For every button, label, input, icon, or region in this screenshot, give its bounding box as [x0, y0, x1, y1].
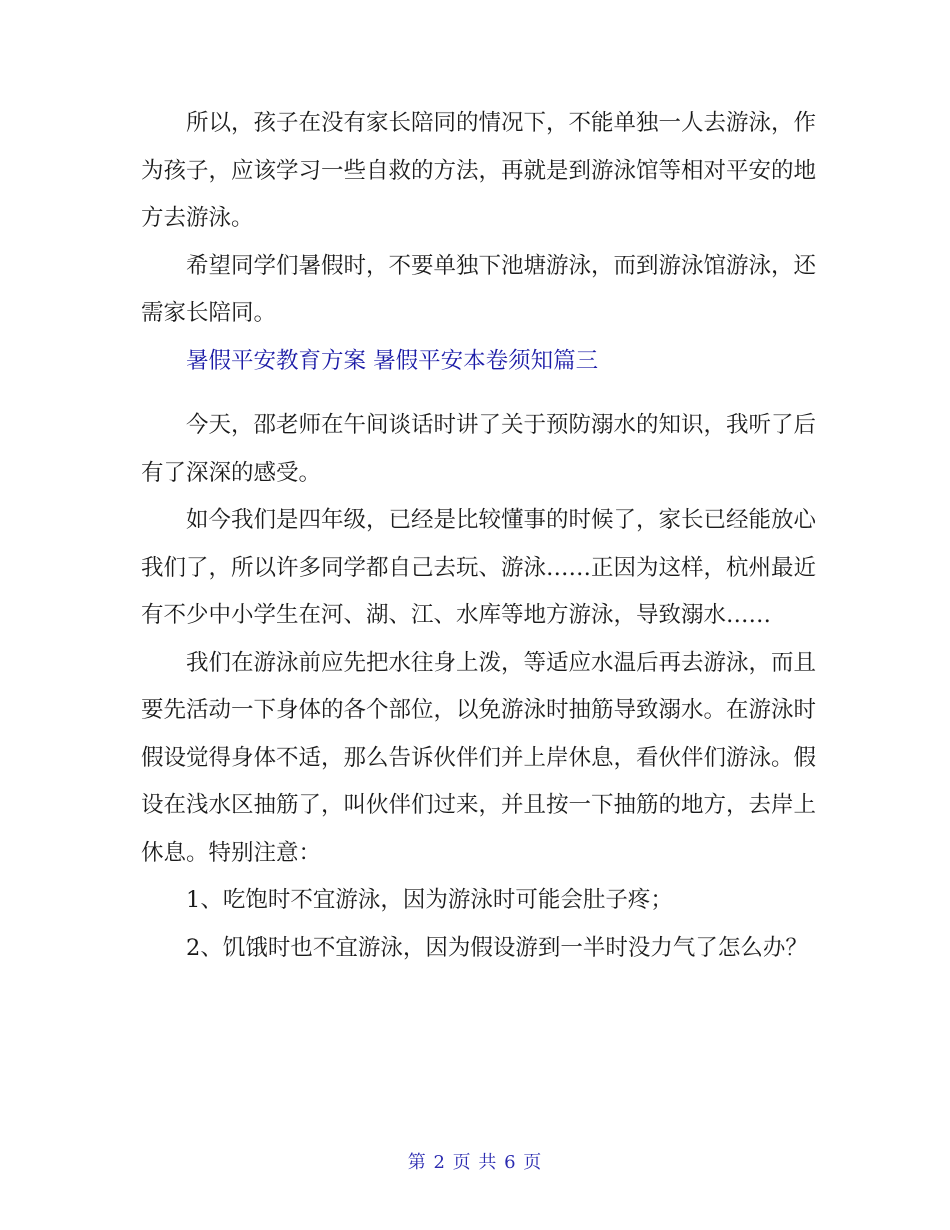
list-item: 1、吃饱时不宜游泳，因为游泳时可能会肚子疼； [186, 887, 673, 913]
paragraph: 希望同学们暑假时，不要单独下池塘游泳，而到游泳馆游泳，还需家长陪同。 [141, 252, 817, 326]
paragraph: 我们在游泳前应先把水往身上泼，等适应水温后再去游泳，而且要先活动一下身体的各个部位，以免游泳时抽筋导致溺水。在游泳时假设觉得身体不适，那么告诉伙伴们并上岸休息，看伙伴们游泳。假设在浅水区抽筋了，叫伙伴们过来，并且按一下抽筋的地方，去岸上休息。特别注意： [141, 649, 817, 866]
page-content [141, 100, 816, 972]
section-heading: 暑假平安教育方案 暑假平安本卷须知篇三 [186, 347, 599, 374]
paragraph: 所以，孩子在没有家长陪同的情况下，不能单独一人去游泳，作为孩子，应该学习一些自救的方法，再就是到游泳馆等相对平安的地方去游泳。 [141, 110, 817, 231]
list-item: 2、饥饿时也不宜游泳，因为假设游到一半时没力气了怎么办？ [186, 934, 808, 961]
page-number-footer: 第 2 页 共 6 页 [407, 1152, 543, 1173]
paragraph: 如今我们是四年级，已经是比较懂事的时候了，家长已经能放心我们了，所以许多同学都自己去玩、游泳……正因为这样，杭州最近有不少中小学生在河、湖、江、水库等地方游泳，导致溺水…… [141, 507, 817, 628]
paragraph: 今天，邵老师在午间谈话时讲了关于预防溺水的知识，我听了后有了深深的感受。 [141, 412, 817, 486]
